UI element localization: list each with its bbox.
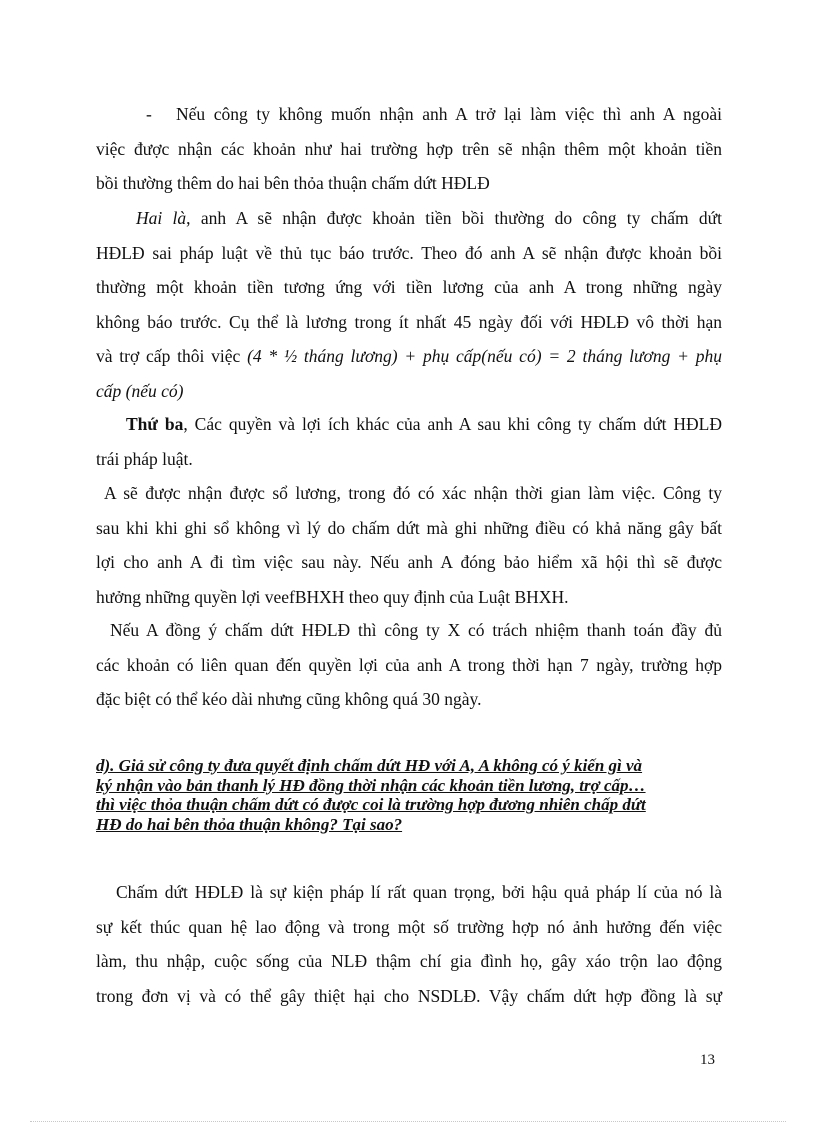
text-line: đặc biệt có thể kéo dài nhưng cũng không quá 30 ngày.	[96, 689, 482, 709]
page-bottom-divider	[30, 1121, 786, 1122]
text-line: lợi cho anh A đi tìm việc sau này. Nếu anh A đóng bảo hiểm xã hội thì sẽ được	[96, 552, 722, 572]
page-number: 13	[700, 1052, 715, 1068]
text-line: cấp (nếu có)	[96, 380, 184, 401]
paragraph-termination-significance	[96, 875, 722, 1013]
text-line: thường một khoản tiền tương ứng với tiền lương của anh A trong những ngày	[96, 277, 722, 297]
heading-line: thì việc thỏa thuận chấm dứt có được coi là trường hợp đương nhiên chấp dứt	[96, 795, 646, 814]
text-line: Nếu A đồng ý chấm dứt HĐLĐ thì công ty X có trách nhiệm thanh toán đầy đủ	[110, 620, 722, 640]
heading-line: d). Giả sử công ty đưa quyết định chấm dứt HĐ với A, A không có ý kiến gì và	[96, 756, 643, 775]
text-span: và trợ cấp thôi việc	[96, 346, 248, 366]
text-line: sau khi khi ghi sổ không vì lý do chấm dứt mà ghi những điều có khả năng gây bất	[96, 517, 722, 538]
text-line: làm, thu nhập, cuộc sống của NLĐ thậm chí gia đình họ, gây xáo trộn lao động	[96, 951, 722, 971]
text-line	[96, 407, 722, 442]
text-line: trái pháp luật.	[96, 448, 193, 469]
text-span: Nếu công ty không muốn nhận anh A trở lại làm việc thì anh A ngoài	[176, 104, 722, 124]
text-line: A sẽ được nhận được sổ lương, trong đó có xác nhận thời gian làm việc. Công ty	[104, 483, 722, 503]
lead-phrase: Hai là	[136, 208, 187, 228]
text-span: , anh A sẽ nhận được khoản tiền bồi thường do công ty chấm dứt	[186, 208, 722, 228]
text-span: , Các quyền và lợi ích khác của anh A sau khi công ty chấm dứt HĐLĐ	[183, 414, 722, 434]
text-line: hưởng những quyền lợi veefBHXH theo quy định của Luật BHXH.	[96, 586, 569, 607]
paragraph-third-rights	[96, 407, 722, 476]
text-line: Chấm dứt HĐLĐ là sự kiện pháp lí rất quan trọng, bởi hậu quả pháp lí của nó là	[116, 882, 722, 902]
heading-line: HĐ do hai bên thỏa thuận không? Tại sao?	[96, 814, 403, 834]
paragraph-salary-book	[96, 476, 722, 614]
paragraph-company-refuses	[96, 97, 722, 201]
bullet-dash: -	[146, 104, 152, 124]
text-line: việc được nhận các khoản như hai trường hợp trên sẽ nhận thêm một khoản tiền	[96, 138, 722, 159]
text-line: các khoản có liên quan đến quyền lợi của anh A trong thời hạn 7 ngày, trường hợp	[96, 654, 722, 675]
formula-text: (4 * ½ tháng lương) + phụ cấp(nếu có) = 2 tháng lương + phụ	[247, 346, 722, 366]
text-line: không báo trước. Cụ thể là lương trong ít nhất 45 ngày đối với HĐLĐ vô thời hạn	[96, 311, 722, 332]
text-line: bồi thường thêm do hai bên thỏa thuận chấm dứt HĐLĐ	[96, 173, 490, 193]
paragraph-payment-deadline	[96, 613, 722, 717]
heading-line: ký nhận vào bản thanh lý HĐ đồng thời nhận các khoản tiền lương, trợ cấp…	[96, 775, 646, 795]
text-line: trong đơn vị và có thể gây thiệt hại cho NSDLĐ. Vậy chấm dứt hợp đồng là sự	[96, 985, 722, 1006]
text-line	[96, 97, 722, 132]
text-line	[96, 201, 722, 236]
paragraph-second-compensation	[96, 201, 722, 408]
text-line	[96, 339, 722, 374]
section-heading-d	[96, 756, 722, 834]
text-line: HĐLĐ sai pháp luật về thủ tục báo trước. Theo đó anh A sẽ nhận được khoản bồi	[96, 242, 722, 263]
text-line: sự kết thúc quan hệ lao động và trong một số trường hợp nó ảnh hưởng đến việc	[96, 916, 722, 937]
lead-phrase: Thứ ba	[126, 414, 184, 434]
